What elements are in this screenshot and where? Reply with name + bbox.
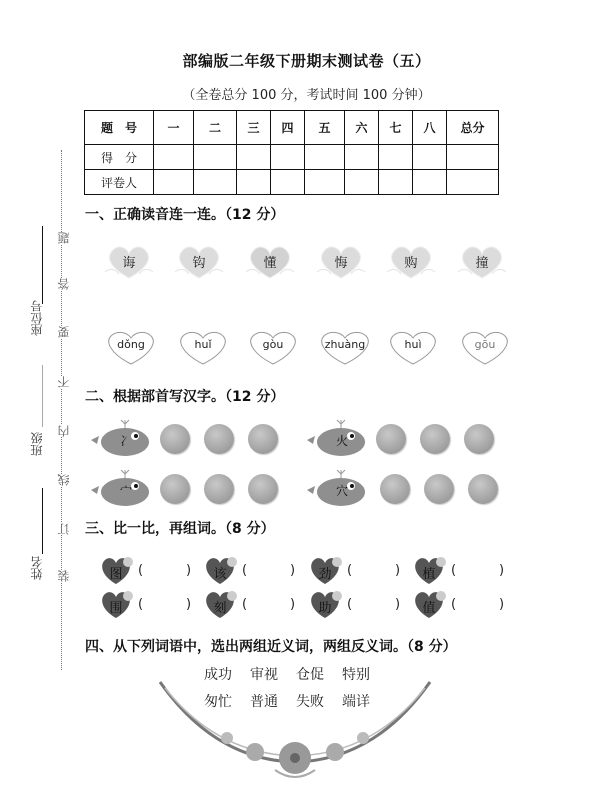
header-cell: 总分 [447, 111, 499, 145]
name-line[interactable] [42, 488, 43, 554]
header-cell: 四 [271, 111, 305, 145]
word: 特别 [342, 667, 370, 683]
heart-icon: 图 [100, 556, 136, 586]
header-cell: 七 [379, 111, 413, 145]
header-cell: 五 [305, 111, 345, 145]
character: 撞 [475, 256, 489, 271]
character: 诲 [122, 256, 136, 271]
score-cell[interactable] [305, 145, 345, 170]
answer-circle[interactable] [160, 474, 190, 504]
margin-char: 答 [57, 278, 71, 290]
radical: 穴 [335, 484, 348, 498]
grader-cell[interactable] [154, 170, 194, 195]
answer-circle[interactable] [204, 424, 234, 454]
compare-item[interactable]: 助 ( ) [309, 590, 409, 620]
character-heart[interactable] [171, 242, 227, 282]
heart-icon: 植 [413, 556, 449, 586]
character-heart[interactable] [383, 242, 439, 282]
grader-cell[interactable] [345, 170, 379, 195]
character: 钩 [192, 256, 206, 271]
compare-item[interactable]: 该 ( ) [204, 556, 304, 586]
score-table [84, 110, 499, 195]
character: 懂 [263, 256, 277, 271]
pinyin: huǐ [194, 338, 212, 351]
score-cell[interactable] [345, 145, 379, 170]
grader-cell[interactable] [237, 170, 271, 195]
character-heart[interactable] [313, 242, 369, 282]
word: 匆忙 [204, 694, 232, 710]
class-label: 班级 [30, 432, 44, 456]
grader-cell[interactable] [194, 170, 237, 195]
section-2-heading: 二、根据部首写汉字。（12 分） [85, 389, 285, 405]
pinyin: gōu [474, 338, 496, 351]
exam-subtitle: （全卷总分 100 分，考试时间 100 分钟） [182, 88, 431, 103]
header-cell: 三 [237, 111, 271, 145]
heart-icon: 刻 [204, 590, 240, 620]
heart-icon: 助 [309, 590, 345, 620]
margin-char: 订 [57, 523, 71, 535]
grader-cell[interactable] [305, 170, 345, 195]
word: 端详 [342, 694, 370, 710]
pinyin: zhuàng [324, 338, 366, 351]
answer-circle[interactable] [468, 474, 498, 504]
binding-dotted-line [61, 150, 62, 670]
score-cell[interactable] [413, 145, 447, 170]
pinyin-heart[interactable] [457, 328, 513, 368]
grader-row [85, 170, 499, 195]
grader-cell[interactable] [271, 170, 305, 195]
header-cell: 一 [154, 111, 194, 145]
grader-cell[interactable] [379, 170, 413, 195]
word: 仓促 [296, 667, 324, 683]
grader-cell[interactable] [447, 170, 499, 195]
score-cell[interactable] [237, 145, 271, 170]
compare-item[interactable]: 值 ( ) [413, 590, 513, 620]
pinyin-heart[interactable] [175, 328, 231, 368]
score-cell[interactable] [271, 145, 305, 170]
pinyin-heart[interactable] [103, 328, 159, 368]
radical-whale [89, 466, 151, 508]
character-heart[interactable] [242, 242, 298, 282]
character-heart[interactable] [101, 242, 157, 282]
answer-circle[interactable] [464, 424, 494, 454]
score-row [85, 145, 499, 170]
word: 普通 [250, 694, 278, 710]
margin-char: 装 [57, 570, 71, 582]
character: 悔 [334, 256, 348, 271]
answer-circle[interactable] [204, 474, 234, 504]
heart-icon: 值 [413, 590, 449, 620]
pinyin: dǒng [117, 338, 145, 351]
answer-circle[interactable] [248, 474, 278, 504]
header-cell: 题 号 [85, 111, 154, 145]
compare-item[interactable]: 围 ( ) [100, 590, 200, 620]
score-cell[interactable] [447, 145, 499, 170]
answer-circle[interactable] [420, 424, 450, 454]
pinyin-heart[interactable] [245, 328, 301, 368]
section-3-heading: 三、比一比，再组词。（8 分） [85, 521, 275, 537]
section-4-heading: 四、从下列词语中，选出两组近义词，两组反义词。（8 分） [85, 639, 457, 655]
margin-char: 不 [57, 376, 71, 388]
compare-item[interactable]: 劲 ( ) [309, 556, 409, 586]
score-cell[interactable] [379, 145, 413, 170]
pinyin: gòu [262, 338, 284, 351]
class-line[interactable] [42, 365, 43, 427]
word: 成功 [204, 667, 232, 683]
radical: 火 [335, 434, 348, 448]
compare-item[interactable]: 植 ( ) [413, 556, 513, 586]
section-1-heading: 一、正确读音连一连。（12 分） [85, 207, 285, 223]
radical: 冫 [119, 434, 132, 448]
floral-garland-icon [155, 680, 435, 790]
score-table-header-row [85, 111, 499, 145]
compare-item[interactable]: 刻 ( ) [204, 590, 304, 620]
exam-title: 部编版二年级下册期末测试卷（五） [182, 52, 431, 70]
score-cell[interactable] [194, 145, 237, 170]
answer-circle[interactable] [424, 474, 454, 504]
pinyin: huì [404, 338, 422, 351]
compare-item[interactable]: 图 ( ) [100, 556, 200, 586]
word: 失败 [296, 694, 324, 710]
radical-whale [305, 416, 367, 458]
pinyin-heart[interactable] [385, 328, 441, 368]
seat-number-label: 座位号 [30, 300, 44, 336]
radical: 宀 [119, 484, 132, 498]
answer-circle[interactable] [376, 424, 406, 454]
heart-icon: 围 [100, 590, 136, 620]
heart-icon: 劲 [309, 556, 345, 586]
character: 购 [404, 256, 418, 271]
seat-number-line[interactable] [42, 226, 43, 304]
radical-whale [89, 416, 151, 458]
header-cell: 二 [194, 111, 237, 145]
margin-char: 要 [57, 326, 71, 338]
radical-whale [305, 466, 367, 508]
answer-circle[interactable] [380, 474, 410, 504]
margin-char: 题 [57, 232, 71, 244]
name-label: 姓名 [30, 556, 44, 580]
heart-icon: 该 [204, 556, 240, 586]
header-cell: 六 [345, 111, 379, 145]
word: 审视 [250, 667, 278, 683]
row-label: 评卷人 [85, 170, 154, 195]
answer-circle[interactable] [160, 424, 190, 454]
margin-char: 线 [57, 474, 71, 486]
pinyin-heart[interactable] [314, 328, 376, 368]
margin-char: 内 [57, 425, 71, 437]
header-cell: 八 [413, 111, 447, 145]
grader-cell[interactable] [413, 170, 447, 195]
answer-circle[interactable] [248, 424, 278, 454]
character-heart[interactable] [454, 242, 510, 282]
row-label: 得 分 [85, 145, 154, 170]
score-cell[interactable] [154, 145, 194, 170]
